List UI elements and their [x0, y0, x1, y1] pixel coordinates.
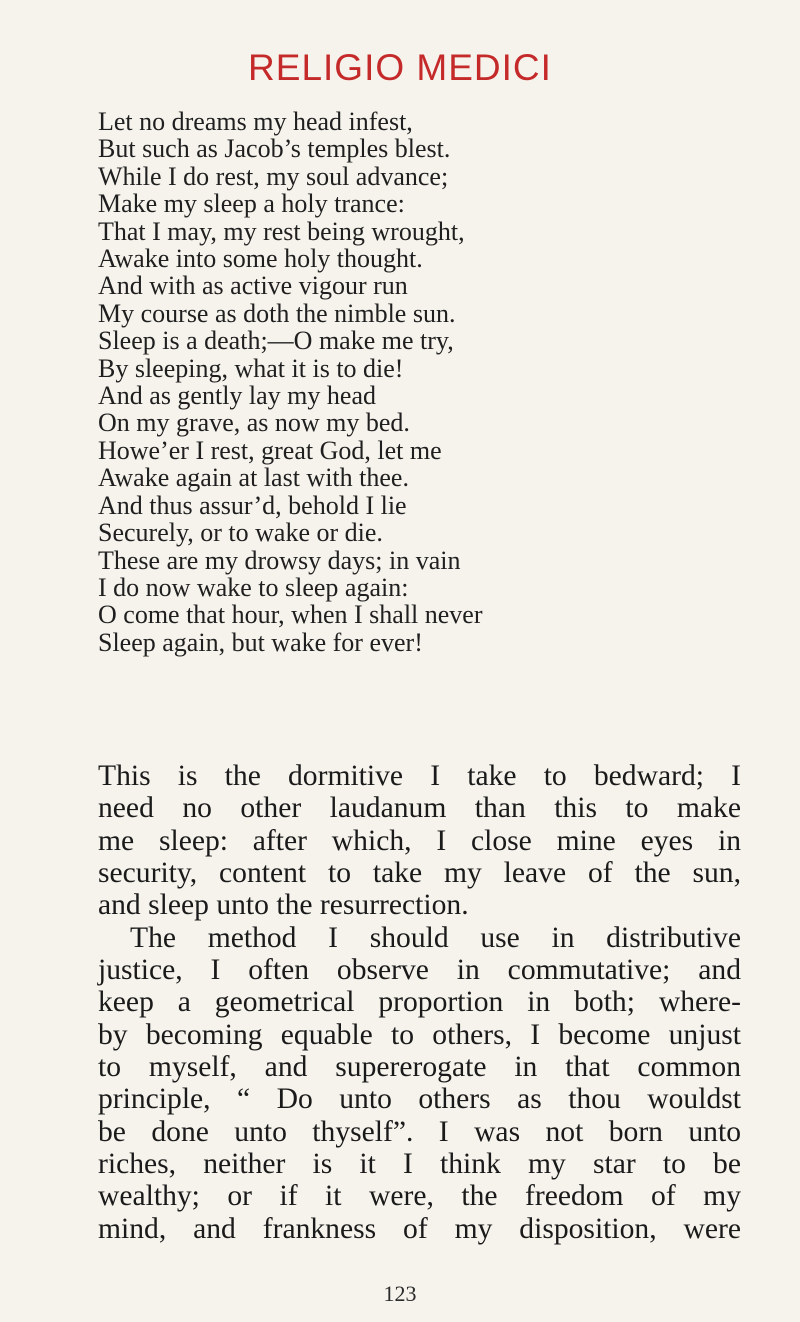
- prose-line: me sleep: after which, I close mine eyes in: [98, 824, 741, 857]
- prose-line: and sleep unto the resurrection.: [98, 889, 469, 922]
- prose-line: keep a geometrical proportion in both; where-: [98, 986, 741, 1019]
- poem-line: And with as active vigour run: [98, 271, 408, 301]
- poem-line: These are my drowsy days; in vain: [98, 545, 461, 575]
- poem-line: While I do rest, my soul advance;: [98, 161, 449, 191]
- poem-line: Securely, or to wake or die.: [98, 518, 383, 548]
- poem-line: By sleeping, what it is to die!: [98, 353, 404, 383]
- paragraph-justice: [98, 922, 741, 1245]
- running-head: RELIGIO MEDICI: [248, 47, 552, 88]
- poem-line: Make my sleep a holy trance:: [98, 189, 405, 219]
- poem-line: On my grave, as now my bed.: [98, 408, 410, 438]
- poem-line: O come that hour, when I shall never: [98, 600, 483, 630]
- prose-line: by becoming equable to others, I become unjust: [98, 1018, 741, 1051]
- poem: [98, 108, 738, 656]
- poem-line: And thus assur’d, behold I lie: [98, 490, 407, 520]
- poem-line: Sleep is a death;—O make me try,: [98, 326, 454, 356]
- prose-line: security, content to take my leave of the sun,: [98, 857, 741, 890]
- poem-line: I do now wake to sleep again:: [98, 572, 409, 602]
- paragraph-dormitive: [98, 760, 741, 922]
- poem-line: And as gently lay my head: [98, 381, 376, 411]
- prose-line: principle, “ Do unto others as thou wouldst: [98, 1083, 741, 1116]
- poem-line: That I may, my rest being wrought,: [98, 216, 465, 246]
- prose-line: to myself, and supererogate in that common: [98, 1051, 741, 1084]
- prose-line: The method I should use in distributive: [130, 921, 741, 954]
- poem-line: Howe’er I rest, great God, let me: [98, 435, 442, 465]
- poem-line: Let no dreams my head infest,: [98, 107, 413, 136]
- page-number: 123: [383, 1281, 417, 1306]
- prose-line: This is the dormitive I take to bedward; I: [98, 760, 741, 792]
- prose-line: justice, I often observe in commutative; and: [98, 954, 741, 987]
- poem-line: Awake again at last with thee.: [98, 463, 409, 493]
- poem-line: But such as Jacob’s temples blest.: [98, 134, 451, 164]
- prose-line: mind, and frankness of my disposition, were: [98, 1212, 741, 1245]
- prose-line: riches, neither is it I think my star to be: [98, 1148, 741, 1181]
- prose: [98, 760, 741, 1245]
- prose-line: need no other laudanum than this to make: [98, 792, 741, 825]
- poem-line: My course as doth the nimble sun.: [98, 298, 456, 328]
- poem-line: Sleep again, but wake for ever!: [98, 627, 423, 657]
- poem-line: Awake into some holy thought.: [98, 244, 423, 274]
- prose-line: be done unto thyself”. I was not born unto: [98, 1115, 741, 1148]
- prose-line: wealthy; or if it were, the freedom of my: [98, 1180, 741, 1213]
